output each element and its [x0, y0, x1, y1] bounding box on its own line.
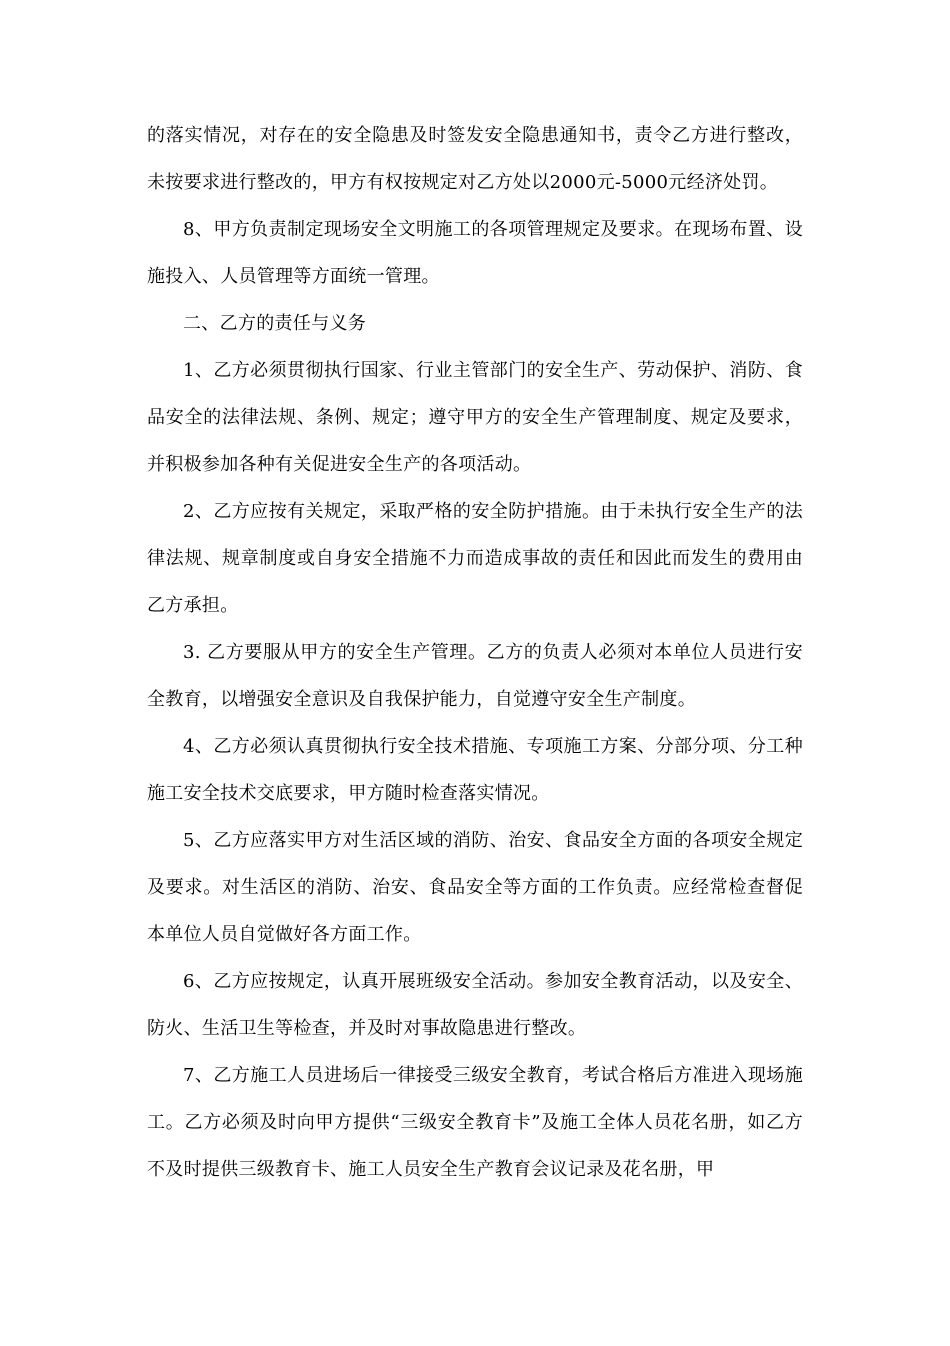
paragraph-clause-b6: 6、乙方应按规定，认真开展班级安全活动。参加安全教育活动，以及安全、防火、生活卫生等检查，并及时对事故隐患进行整改。: [147, 971, 803, 1039]
section-heading-party-b: 二、乙方的责任与义务: [183, 313, 366, 334]
paragraph-clause-b4: 4、乙方必须认真贯彻执行安全技术措施、专项施工方案、分部分项、分工种施工安全技术交底要求，甲方随时检查落实情况。: [147, 736, 803, 804]
paragraph-clause-b7: 7、乙方施工人员进场后一律接受三级安全教育，考试合格后方准进入现场施工。乙方必须及时向甲方提供“三级安全教育卡”及施工全体人员花名册，如乙方不及时提供三级教育卡、施工人员安全生产教育会议记录及花名册，甲: [147, 1065, 803, 1180]
paragraph-clause-b5: 5、乙方应落实甲方对生活区域的消防、治安、食品安全方面的各项安全规定及要求。对生活区的消防、治安、食品安全等方面的工作负责。应经常检查督促本单位人员自觉做好各方面工作。: [147, 830, 803, 945]
paragraph-clause-b2: 2、乙方应按有关规定，采取严格的安全防护措施。由于未执行安全生产的法律法规、规章制度或自身安全措施不力而造成事故的责任和因此而发生的费用由乙方承担。: [147, 501, 803, 616]
paragraph-continuation: 的落实情况，对存在的安全隐患及时签发安全隐患通知书，责令乙方进行整改，未按要求进行整改的，甲方有权按规定对乙方处以2000元-5000元经济处罚。: [147, 125, 803, 193]
document-body: [147, 112, 803, 1193]
paragraph-clause-b1: 1、乙方必须贯彻执行国家、行业主管部门的安全生产、劳动保护、消防、食品安全的法律法规、条例、规定；遵守甲方的安全生产管理制度、规定及要求，并积极参加各种有关促进安全生产的各项活动。: [147, 360, 803, 475]
paragraph-clause-b3: 3. 乙方要服从甲方的安全生产管理。乙方的负责人必须对本单位人员进行安全教育，以增强安全意识及自我保护能力，自觉遵守安全生产制度。: [147, 642, 803, 710]
paragraph-clause-8: 8、甲方负责制定现场安全文明施工的各项管理规定及要求。在现场布置、设施投入、人员管理等方面统一管理。: [147, 219, 803, 287]
